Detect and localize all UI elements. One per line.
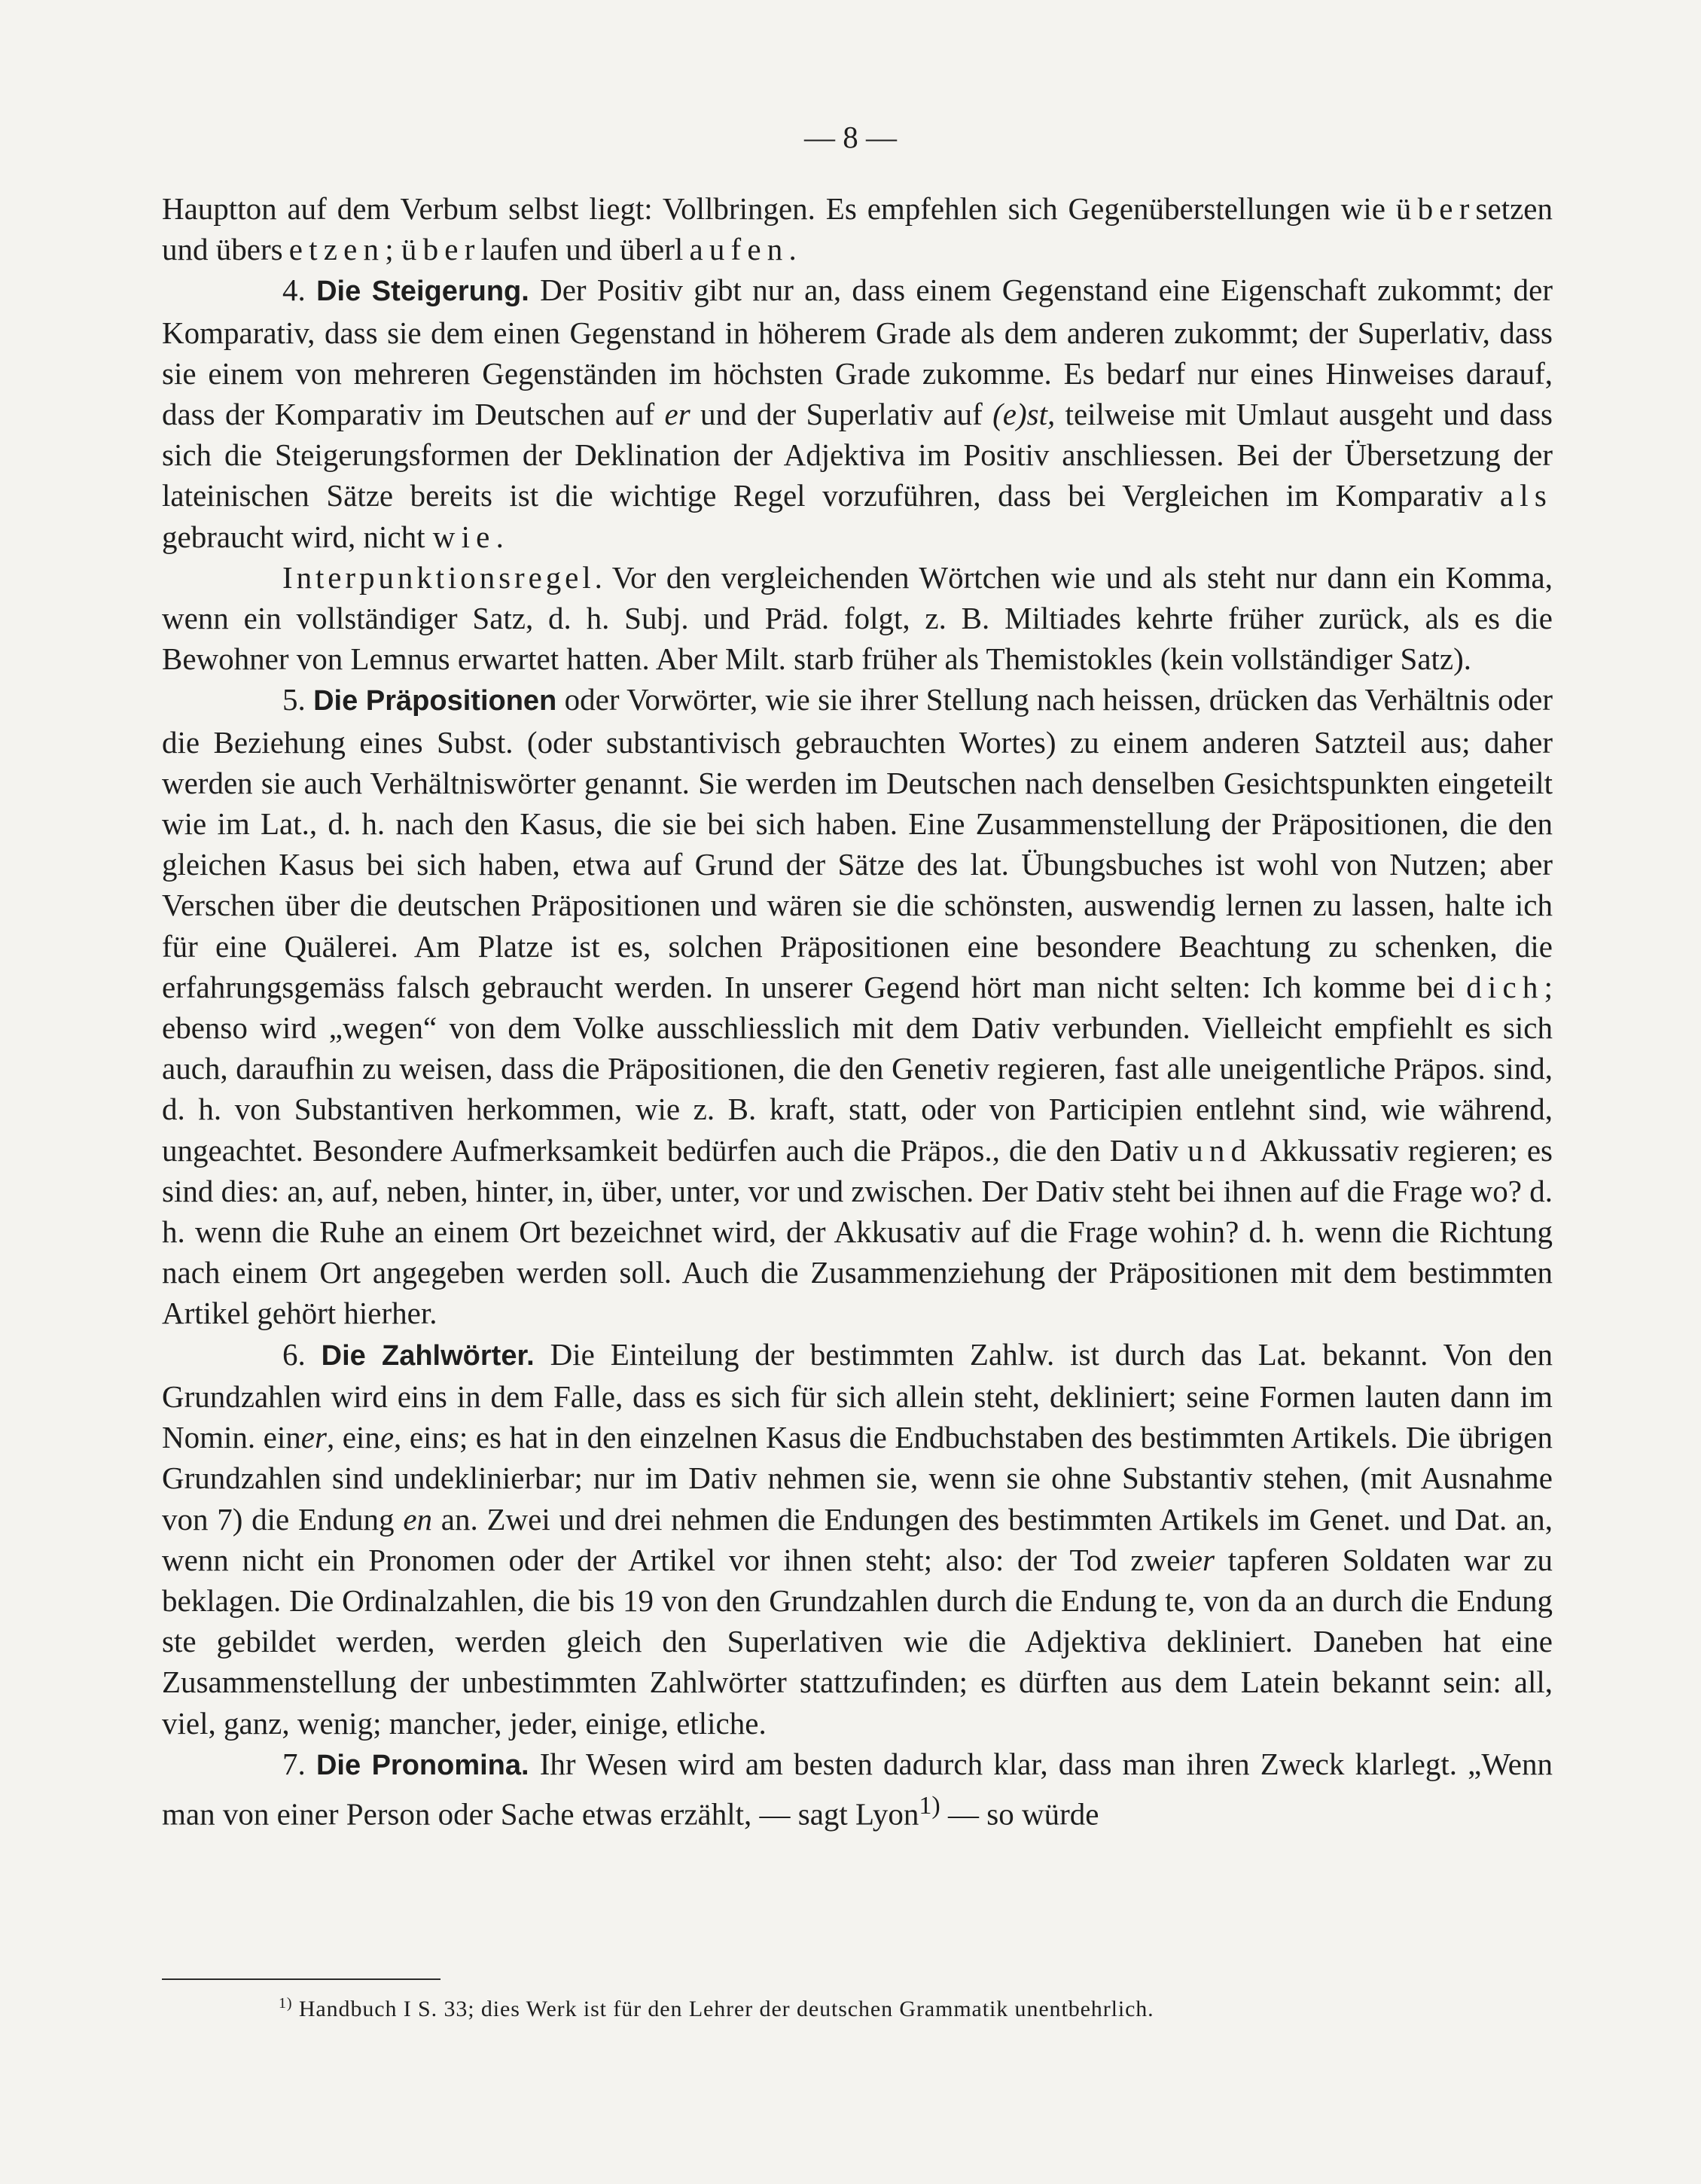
text-run: gebraucht wird, nicht [162, 519, 433, 554]
text-run: . [495, 519, 504, 554]
footnote [279, 1990, 1559, 2023]
paragraph-zahlwoerter [162, 1334, 1553, 1744]
text-run: und der Superlativ auf [690, 397, 993, 432]
footnote-divider [162, 1978, 440, 1980]
italic-text: (e)st, [992, 397, 1056, 432]
text-run: Der Positiv gibt nur an, dass einem Gegenstand eine Eigenschaft zukommt; der Komparativ, dass sie dem einen Gegenstand in höherem Grade als dem anderen zukommt; der Superlativ, dass sie einem von mehreren Gegenständen im höchsten Grade zukomme. Es bedarf nur eines Hinweises darauf, dass der Komparativ im Deutschen auf [162, 273, 1553, 432]
text-run: ; [385, 232, 401, 267]
paragraph-interpunktionsregel [162, 557, 1553, 680]
section-heading: Die Steigerung. [316, 276, 529, 308]
spaced-text: laufen [674, 232, 789, 267]
text-run: tapferen Soldaten war zu beklagen. Die Ordinalzahlen, die bis 19 von den Grundzahlen durch die Endung te, von da an durch die Endung ste gebildet werden, werden gleich den Superlativen wie die Adjektiva dekliniert. Daneben hat eine Zusammenstellung der unbestimmten Zahlwörter stattzufinden; es dürften aus dem Latein bekannt sein: all, viel, ganz, wenig; mancher, jeder, einige, etliche. [162, 1542, 1553, 1741]
italic-text: en [403, 1501, 433, 1537]
text-run: ; ebenso wird „wegen“ von dem Volke ausschliesslich mit dem Dativ verbunden. Vielleicht empfiehlt es sich auch, daraufhin zu weisen, dass die Präpositionen, die den Genetiv regieren, fast alle uneigentliche Präpos. sind, d. h. von Substantiven herkommen, wie z. B. kraft, statt, oder von Participien entlehnt sind, wie während, ungeachtet. Besondere Aufmerksamkeit bedürfen auch die Präpos., die den Dativ [162, 969, 1553, 1168]
footnote-text: Handbuch I S. 33; dies Werk ist für den Lehrer der deutschen Grammatik unentbehrlich. [292, 1997, 1154, 2021]
text-run: . [788, 232, 797, 267]
text-run: Die Einteilung der bestimmten Zahlw. ist durch das Lat. bekannt. Von den Grundzahlen wird eins in dem Falle, dass es sich für sich allein steht, dekliniert; seine Formen lauten dann im Nomin. ein [162, 1336, 1553, 1455]
text-run: , ein [394, 1420, 447, 1455]
section-heading: Die Zahlwörter. [321, 1339, 535, 1372]
section-number: 5. [282, 682, 314, 717]
footnote-reference: 1) [919, 1791, 940, 1820]
text-run: setzen und über [162, 191, 1553, 267]
spaced-text: dich [1466, 969, 1544, 1004]
italic-text: s [447, 1420, 459, 1455]
text-run: laufen und über [480, 232, 675, 267]
text-run: , ein [326, 1420, 380, 1455]
italic-text: er [664, 397, 690, 432]
text-run: oder Vorwörter, wie sie ihrer Stellung nach heissen, drücken das Verhältnis oder die Beziehung eines Subst. (oder substantivisch gebrauchten Wortes) zu einem anderen Satzteil aus; daher werden sie auch Verhältniswörter genannt. Sie werden im Deutschen nach denselben Gesichtspunkten eingeteilt wie im Lat., d. h. nach den Kasus, die sie bei sich haben. Eine Zusammenstellung der Präpositionen, die den gleichen Kasus bei sich haben, etwa auf Grund der Sätze des lat. Übungsbuches ist wohl von Nutzen; aber Verschen über die deutschen Präpositionen und wären sie die schönsten, auswendig lernen zu lassen, halte ich für eine Quälerei. Am Platze ist es, solchen Präpositionen eine besondere Beachtung zu schenken, die erfahrungsgemäss falsch gebraucht werden. In unserer Gegend hört man nicht selten: Ich komme bei [162, 682, 1553, 1004]
section-number: 7. [282, 1746, 316, 1781]
section-heading: Die Präpositionen [313, 685, 557, 717]
text-run: — so würde [940, 1796, 1099, 1832]
footnote-mark: 1) [279, 1995, 293, 2012]
spaced-text: und [1187, 1132, 1253, 1168]
spaced-text: wie [432, 519, 496, 554]
text-run: . Vor den vergleichenden Wörtchen wie und als steht nur dann ein Komma, wenn ein vollständiger Satz, d. h. Subj. und Präd. folgt, z. B. Miltiades kehrte früher zurück, als es die Bewohner von Lemnus erwartet hatten. Aber Milt. starb früher als Themistokles (kein vollständiger Satz). [162, 559, 1553, 677]
spaced-text: als [1499, 478, 1553, 513]
paragraph-steigerung [162, 270, 1553, 556]
italic-text: er [300, 1420, 327, 1455]
spaced-text: über [401, 232, 481, 267]
text-run: Akkussativ regieren; es sind dies: an, auf, neben, hinter, in, über, unter, vor und zwischen. Der Dativ steht bei ihnen auf die Frage wo? d. h. wenn die Ruhe an einem Ort bezeichnet wird, der Akkusativ auf die Frage wohin? d. h. wenn die Richtung nach einem Ort angegeben werden soll. Auch die Zusammenziehung der Präpositionen mit dem bestimmten Artikel gehört hierher. [162, 1132, 1553, 1331]
section-heading: Die Pronomina. [316, 1749, 529, 1781]
body-text [162, 188, 1553, 1835]
paragraph-hauptton [162, 188, 1553, 270]
italic-text: er [1188, 1542, 1215, 1577]
spaced-text: über [1395, 191, 1476, 226]
italic-text: e [380, 1420, 395, 1455]
text-run: teilweise mit Umlaut ausgeht und dass sich die Steigerungsformen der Deklination der Adjektiva im Positiv anschliessen. Bei der Übersetzung der lateinischen Sätze bereits ist die wichtige Regel vorzuführen, dass bei Vergleichen im Komparativ [162, 397, 1553, 513]
spaced-text: setzen [270, 232, 386, 267]
text-run: ; es hat in den einzelnen Kasus die Endbuchstaben des bestimmten Artikels. Die übrigen Grundzahlen sind undeklinierbar; nur im Dativ nehmen sie, wenn sie ohne Substantiv stehen, (mit Ausnahme von 7) die Endung [162, 1420, 1553, 1537]
section-number: 4. [282, 273, 317, 308]
section-number: 6. [282, 1336, 322, 1372]
text-run: Ihr Wesen wird am besten dadurch klar, dass man ihren Zweck klarlegt. „Wenn man von einer Person oder Sache etwas erzählt, — sagt Lyon [162, 1746, 1553, 1832]
spaced-text: Interpunktionsregel [282, 559, 595, 595]
page-number: — 8 — [804, 120, 897, 154]
text-run: an. Zwei und drei nehmen die Endungen des bestimmten Artikels im Genet. und Dat. an, wenn nicht ein Pronomen oder der Artikel vor ihnen steht; also: der Tod zwei [162, 1501, 1553, 1577]
paragraph-pronomina [162, 1744, 1553, 1835]
paragraph-praepositionen [162, 679, 1553, 1333]
text-run: Hauptton auf dem Verbum selbst liegt: Vollbringen. Es empfehlen sich Gegenüberstellungen wie [162, 191, 1396, 226]
